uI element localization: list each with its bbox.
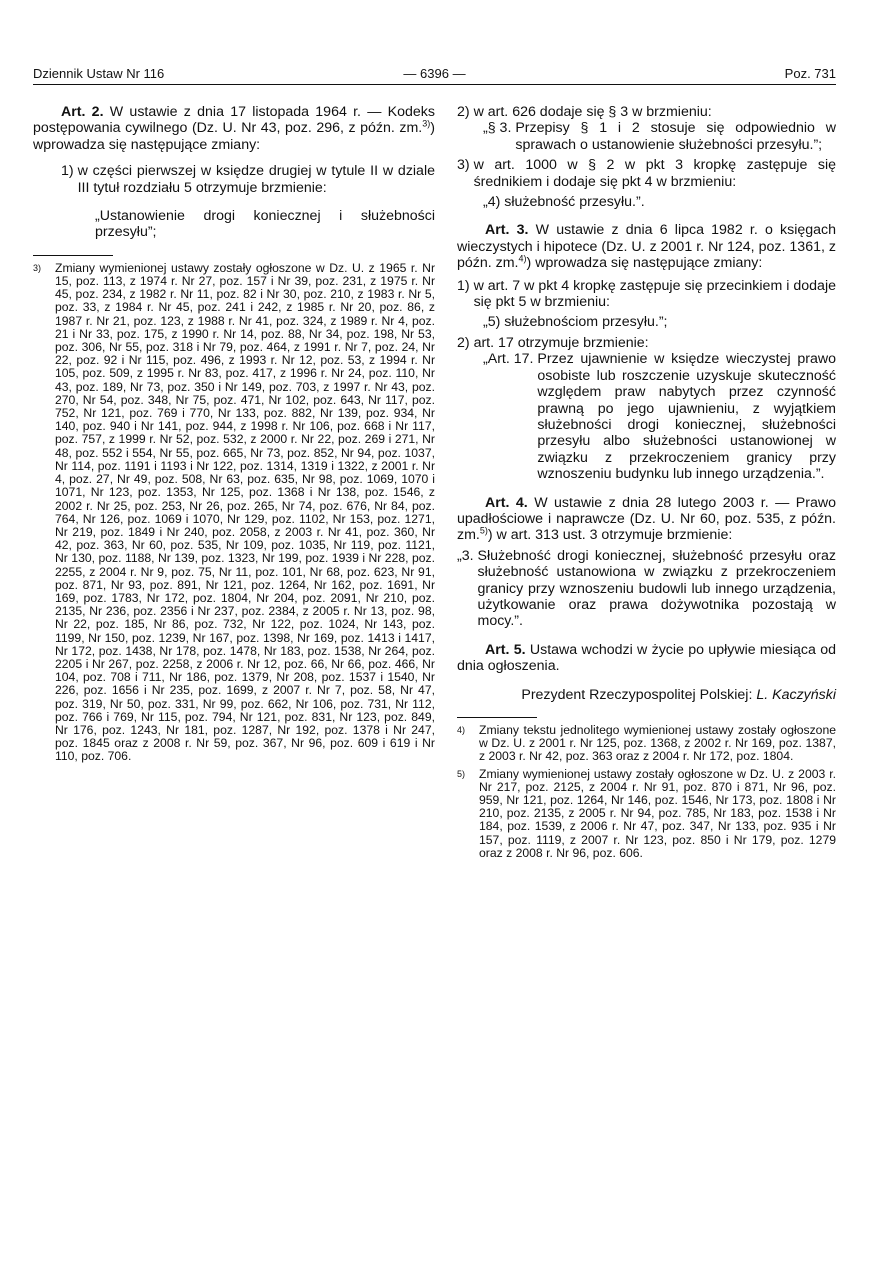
art3-intro: [457, 222, 836, 271]
header-rule: [33, 84, 836, 85]
art5-text: Ustawa wchodzi w życie po upływie miesiąca od dnia ogłoszenia.: [457, 641, 836, 675]
signature-name: L. Kaczyński: [756, 686, 836, 703]
right-column: [457, 104, 836, 860]
art2-item-1-num: 1): [61, 163, 78, 180]
art4-quote-label: „3.: [457, 547, 478, 564]
art3-item-1-quote: „5) służebnościom przesyłu.”;: [483, 314, 668, 331]
signature-role: Prezydent Rzeczypospolitej Polskiej:: [521, 686, 757, 703]
footnote-3-text: Zmiany wymienionej ustawy zostały ogłoszone w Dz. U. z 1965 r. Nr 15, poz. 113, z 1974 r. Nr 27, poz. 157 i Nr 39, poz. 231, z 1975 r. Nr 45, poz. 234, z 1982 r. Nr 11, poz. 82 i Nr 30, poz. 210, z 1983 r. Nr 5, poz. 33, z 1984 r. Nr 45, poz. 241 i 242, z 1985 r. Nr 20, poz. 86, z 1987 r. Nr 21, poz. 123, z 1988 r. Nr 41, poz. 324, z 1989 r. Nr 4, poz. 21 i Nr 33, poz. 175, z 1990 r. Nr 14, poz. 88, Nr 34, poz. 198, Nr 53, poz. 306, Nr 55, poz. 318 i Nr 79, poz. 464, z 1991 r. Nr 7, poz. 24, Nr 22, poz. 92 i Nr 115, poz. 496, z 1993 r. Nr 12, poz. 53, z 1994 r. Nr 105, poz. 509, z 1995 r. Nr 83, poz. 417, z 1996 r. Nr 24, poz. 110, Nr 43, poz. 189, Nr 73, poz. 350 i Nr 149, poz. 703, z 1997 r. Nr 43, poz. 270, Nr 54, poz. 348, Nr 75, poz. 471, Nr 102, poz. 643, Nr 117, poz. 752, Nr 121, poz. 769 i 770, Nr 133, poz. 882, Nr 139, poz. 934, Nr 140, poz. 940 i Nr 141, poz. 944, z 1998 r. Nr 106, poz. 668 i Nr 117, poz. 757, z 1999 r. Nr 52, poz. 532, z 2000 r. Nr 22, poz. 269 i 271, Nr 48, poz. 552 i 554, Nr 55, poz. 665, Nr 73, poz. 852, Nr 94, poz. 1037, Nr 114, poz. 1191 i 1193 i Nr 122, poz. 1314, 1319 i 1322, z 2001 r. Nr 4, poz. 27, Nr 49, poz. 508, Nr 63, poz. 635, Nr 98, poz. 1069, 1070 i 1071, Nr 123, poz. 1353, Nr 125, poz. 1368 i Nr 138, poz. 1546, z 2002 r. Nr 25, poz. 253, Nr 26, poz. 265, Nr 74, poz. 676, Nr 84, poz. 764, Nr 126, poz. 1069 i 1070, Nr 129, poz. 1102, Nr 153, poz. 1271, Nr 219, poz. 1849 i Nr 240, poz. 2058, z 2003 r. Nr 41, poz. 360, Nr 42, poz. 363, Nr 60, poz. 535, Nr 109, poz. 1035, Nr 119, poz. 1121, Nr 130, poz. 1188, Nr 139, poz. 1323, Nr 199, poz. 1939 i Nr 228, poz. 2255, z 2004 r. Nr 9, poz. 75, Nr 11, poz. 101, Nr 68, poz. 623, Nr 91, poz. 871, Nr 93, poz. 891, Nr 121, poz. 1264, Nr 162, poz. 1691, Nr 169, poz. 1783, Nr 172, poz. 1804, Nr 204, poz. 2091, Nr 210, poz. 2135, Nr 236, poz. 2356 i Nr 237, poz. 2384, z 2005 r. Nr 13, poz. 98, Nr 22, poz. 185, Nr 86, poz. 732, Nr 122, poz. 1024, Nr 143, poz. 1199, Nr 150, poz. 1239, Nr 167, poz. 1398, Nr 169, poz. 1413 i 1417, Nr 172, poz. 1438, Nr 178, poz. 1478, Nr 183, poz. 1538, Nr 264, poz. 2205 i Nr 267, poz. 2258, z 2006 r. Nr 12, poz. 66, Nr 66, poz. 466, Nr 104, poz. 708 i 711, Nr 186, poz. 1379, Nr 208, poz. 1537 i 1540, Nr 226, poz. 1656 i Nr 235, poz. 1699, z 2007 r. Nr 7, poz. 58, Nr 47, poz. 319, Nr 50, poz. 331, Nr 99, poz. 662, Nr 106, poz. 731, Nr 112, poz. 766 i 769, Nr 115, poz. 794, Nr 121, poz. 831, Nr 123, poz. 849, Nr 176, poz. 1243, Nr 181, poz. 1287, Nr 192, poz. 1378 i Nr 247, poz. 1845 oraz z 2008 r. Nr 59, poz. 367, Nr 96, poz. 609 i 619 i Nr 110, poz. 706.: [55, 260, 435, 764]
art2-text-b: ) wprowadza się następujące zmiany:: [33, 120, 435, 153]
art5: [457, 642, 836, 675]
art4-intro: [457, 495, 836, 544]
art2-item-2-text: w art. 626 dodaje się § 3 w brzmieniu:: [473, 104, 712, 120]
signature: [457, 687, 836, 703]
art2-item-2-num: 2): [457, 104, 474, 120]
art3-item-2-quote-label: „Art. 17.: [483, 351, 538, 368]
art3-item-1-num: 1): [457, 277, 474, 294]
art2-text-a: W ustawie z dnia 17 listopada 1964 r. — Kodeks postępowania cywilnego (Dz. U. Nr 43, poz. 296, z późn. zm.: [33, 104, 435, 137]
art2-intro: [33, 104, 435, 153]
art3-item-2-num: 2): [457, 334, 474, 351]
art2-item-1-text: w części pierwszej w księdze drugiej w tytule II w dziale III tytuł rozdziału 5 otrzymuje brzmienie:: [77, 163, 435, 196]
art4-quote-text: Służebność drogi koniecznej, służebność przesyłu oraz służebność ustanowiona w związku z przekroczeniem granicy przy wznoszeniu budowli lub innego urządzenia, użytkowanie oraz prawa dożywotnika pozostają w mocy.”.: [477, 547, 836, 630]
art2-item-2-quote-text: Przepisy § 1 i 2 stosuje się odpowiednio w sprawach o ustanowienie służebności przesyłu.”;: [515, 120, 836, 153]
footnote-5-mark: 5): [457, 768, 466, 779]
footnote-3: [33, 262, 435, 764]
art2-item-1-quote: „Ustanowienie drogi koniecznej i służebności przesyłu”;: [95, 208, 435, 241]
footnote-4: [457, 724, 836, 764]
footnote-4-mark: 4): [457, 725, 466, 735]
art2-item-1: [33, 163, 435, 196]
art3-item-2-text: art. 17 otrzymuje brzmienie:: [473, 334, 649, 351]
position-number: Poz. 731: [784, 66, 836, 81]
art3-text-b: ) wprowadza się następujące zmiany:: [526, 255, 763, 272]
page-number: — 6396 —: [403, 66, 466, 81]
art2-item-3-quote: „4) służebność przesyłu.”.: [483, 194, 645, 211]
footnote-rule-left: [33, 255, 113, 256]
art4-label: Art. 4.: [485, 494, 528, 511]
art3-label: Art. 3.: [485, 222, 529, 239]
art4-text-b: ) w art. 313 ust. 3 otrzymuje brzmienie:: [487, 527, 733, 544]
art3-item-2-quote-text: Przez ujawnienie w księdze wieczystej prawo osobiste lub roszczenie uzyskuje skuteczność względem praw nabytych przez czynność prawną po jego ujawnieniu, z wyjątkiem służebności drogi koniecznej, służebności przesyłu albo służebności ustanowionej w związku z przekroczeniem granicy przy wznoszeniu budynku lub innego urządzenia.”.: [537, 351, 836, 483]
art2-item-3-text: w art. 1000 w § 2 w pkt 3 kropkę zastępuje się średnikiem i dodaje się pkt 4 w brzmieniu:: [473, 157, 836, 190]
left-column: [33, 104, 435, 764]
footnote-5: [457, 768, 836, 860]
art2-item-3: [457, 157, 836, 190]
art2-item-2-quote-label: „§ 3.: [483, 120, 516, 137]
footnote-3-mark: 3): [33, 262, 42, 273]
art2-item-3-num: 3): [457, 157, 474, 174]
art2-item-2-quote: [457, 120, 836, 153]
footnote-rule-right: [457, 717, 537, 718]
footnote-4-text: Zmiany tekstu jednolitego wymienionej ustawy zostały ogłoszone w Dz. U. z 2001 r. Nr 125, poz. 1368, z 2002 r. Nr 169, poz. 1387, z 2003 r. Nr 42, poz. 363 oraz z 2004 r. Nr 172, poz. 1804.: [479, 723, 836, 764]
art2-item-2: [457, 104, 836, 120]
art3-item-1-text: w art. 7 w pkt 4 kropkę zastępuje się przecinkiem i dodaje się pkt 5 w brzmieniu:: [473, 277, 836, 311]
art3-item-2-quote: [457, 351, 836, 482]
art4-footnote-ref: 5): [479, 525, 488, 536]
art3-item-1: [457, 278, 836, 311]
art4-text-a: W ustawie z dnia 28 lutego 2003 r. — Prawo upadłościowe i naprawcze (Dz. U. Nr 60, poz. 535, z późn. zm.: [457, 494, 836, 544]
art2-footnote-ref: 3): [422, 118, 431, 129]
art3-text-a: W ustawie z dnia 6 lipca 1982 r. o księgach wieczystych i hipotece (Dz. U. z 2001 r. Nr 124, poz. 1361, z późn. zm.: [457, 222, 836, 272]
journal-title: Dziennik Ustaw Nr 116: [33, 66, 165, 81]
running-header: [33, 66, 836, 86]
art3-footnote-ref: 4): [518, 253, 527, 264]
art2-label: Art. 2.: [61, 104, 104, 120]
footnote-5-text: Zmiany wymienionej ustawy zostały ogłoszone w Dz. U. z 2003 r. Nr 217, poz. 2125, z 2004 r. Nr 91, poz. 870 i 871, Nr 96, poz. 959, Nr 121, poz. 1264, Nr 146, poz. 1546, Nr 173, poz. 1808 i Nr 210, poz. 2135, z 2005 r. Nr 94, poz. 785, Nr 183, poz. 1538 i Nr 184, poz. 1539, z 2006 r. Nr 47, poz. 347, Nr 133, poz. 935 i Nr 157, poz. 1119, z 2007 r. Nr 123, poz. 850 i Nr 179, poz. 1279 oraz z 2008 r. Nr 96, poz. 606.: [479, 766, 836, 860]
art5-label: Art. 5.: [485, 641, 526, 658]
art4-quote: [457, 548, 836, 630]
art3-item-2: [457, 335, 836, 351]
